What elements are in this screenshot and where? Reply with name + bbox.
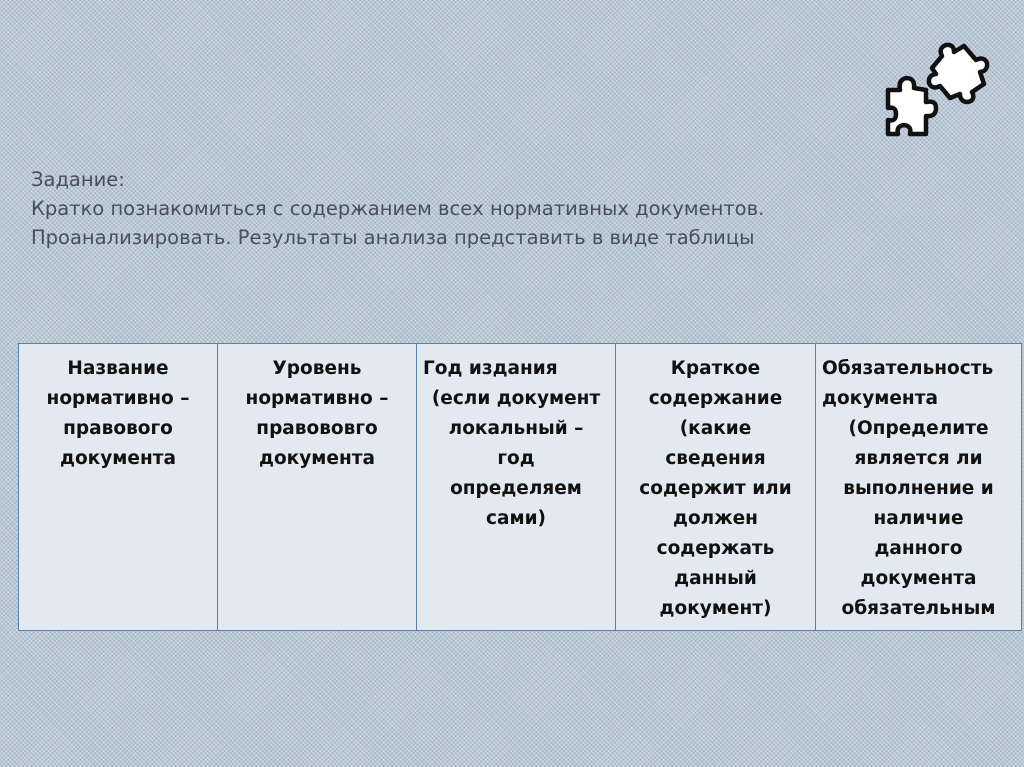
cell-line: содержание <box>648 388 783 409</box>
table-header-row <box>19 344 1022 631</box>
cell-line: (если документ <box>431 388 601 409</box>
header-document-level <box>218 344 417 631</box>
task-text <box>31 165 931 252</box>
cell-line: документа <box>259 448 375 469</box>
cell-line: сведения <box>665 448 766 469</box>
cell-line: нормативно – <box>46 388 190 409</box>
cell-line: документа <box>60 448 176 469</box>
cell-line: Краткое <box>670 358 761 379</box>
cell-line: обязательным <box>841 598 996 619</box>
cell-line: Обязательность <box>822 358 994 379</box>
cell-line: Название <box>67 358 169 379</box>
cell-line: является ли <box>854 448 983 469</box>
puzzle-pieces-icon <box>880 40 992 142</box>
cell-line: (Определите <box>848 418 989 439</box>
cell-line: локальный – <box>448 418 584 439</box>
cell-line: содержит или <box>639 478 792 499</box>
cell-line: содержать <box>656 538 775 559</box>
cell-line: документа <box>822 388 938 409</box>
cell-line: (какие <box>679 418 752 439</box>
cell-line: год <box>497 448 535 469</box>
header-mandatory <box>816 344 1022 631</box>
task-line-2: Проанализировать. Результаты анализа представить в виде таблицы <box>31 226 755 249</box>
cell-line: наличие <box>873 508 964 529</box>
task-line-1: Кратко познакомиться с содержанием всех нормативных документов. <box>31 197 765 220</box>
cell-line: данного <box>874 538 963 559</box>
header-document-name <box>19 344 218 631</box>
document-analysis-table <box>18 343 1022 631</box>
cell-line: данный <box>674 568 757 589</box>
cell-line: определяем <box>450 478 582 499</box>
header-publication-year <box>417 344 616 631</box>
header-summary <box>616 344 816 631</box>
cell-line: нормативно – <box>245 388 389 409</box>
cell-line: сами) <box>486 508 546 529</box>
cell-line: правововго <box>256 418 378 439</box>
cell-line: документ) <box>659 598 772 619</box>
task-heading: Задание: <box>31 168 125 191</box>
cell-line: Год издания <box>423 358 558 379</box>
cell-line: Уровень <box>272 358 362 379</box>
cell-line: должен <box>673 508 758 529</box>
cell-line: выполнение и <box>843 478 994 499</box>
cell-line: документа <box>860 568 977 589</box>
cell-line: правового <box>63 418 173 439</box>
